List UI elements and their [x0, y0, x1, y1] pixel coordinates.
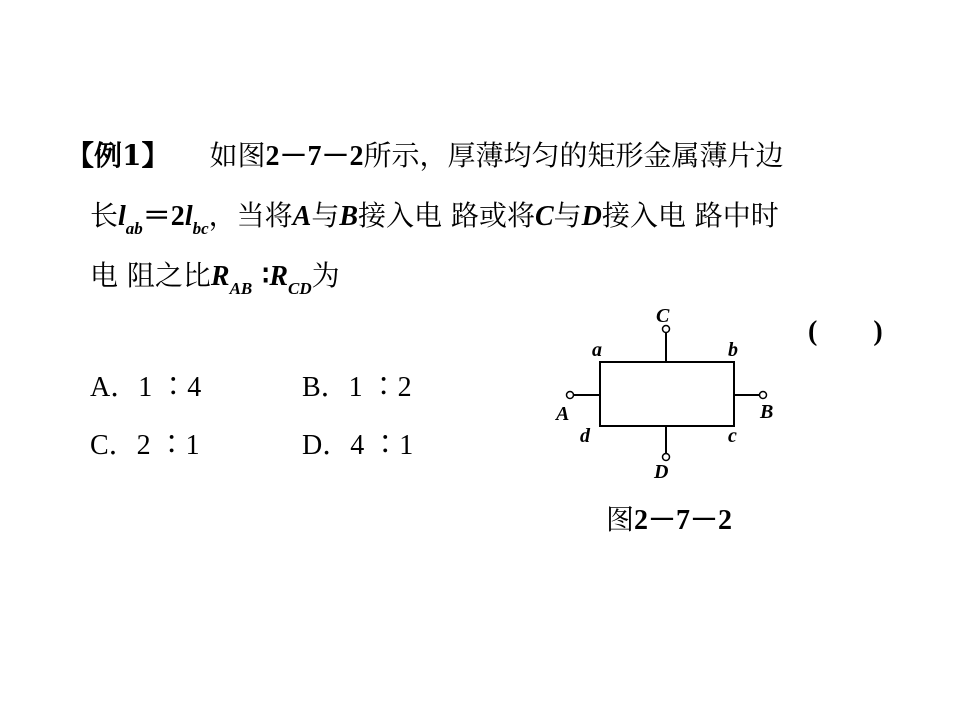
text-chang: 长: [90, 199, 119, 232]
var-l-ab: l: [118, 201, 126, 232]
var-l-bc: l: [184, 201, 193, 232]
label-C: C: [656, 305, 670, 327]
answer-blank: ( ): [808, 316, 883, 347]
var-R-CD: R: [269, 261, 289, 292]
figure-caption: [606, 500, 732, 541]
text-yu-1: 与: [311, 199, 340, 232]
caption-prefix: 图: [606, 503, 635, 536]
example-tag: 【例1】: [66, 139, 170, 172]
option-b[interactable]: B．1 ∶2: [302, 372, 412, 403]
text-jieru-1: 接入电 路或将: [358, 199, 535, 232]
figure-ref: 2－7－2: [265, 141, 364, 172]
var-C: C: [534, 201, 554, 232]
label-A: A: [556, 403, 570, 425]
text-wei: 为: [311, 259, 340, 292]
question-line-3: [90, 256, 340, 309]
option-d[interactable]: D．4 ∶1: [302, 430, 414, 461]
sub-ab: ab: [125, 219, 143, 238]
equals-two: ＝2: [142, 201, 185, 232]
question-line-2: [90, 196, 779, 249]
caption-number: 2－7－2: [634, 505, 733, 536]
terminal-B: [760, 392, 767, 399]
question-text-1b: 所示，厚薄均匀的矩形金属薄片边: [363, 139, 784, 172]
text-yu-2: 与: [553, 199, 582, 232]
ratio-separator: ∶: [252, 259, 270, 292]
terminal-A: [567, 392, 574, 399]
text-jieru-2: 接入电 路中时: [601, 199, 779, 232]
text-dianzu: 电 阻之比: [90, 259, 211, 292]
sub-bc: bc: [192, 219, 209, 238]
metal-plate-rect: [600, 362, 734, 426]
metal-plate-diagram: [550, 300, 790, 490]
label-D: D: [654, 461, 669, 483]
text-dangjiang: ，当将: [208, 199, 293, 232]
label-b: b: [728, 339, 738, 361]
option-a[interactable]: A．1 ∶4: [90, 372, 202, 403]
terminal-D: [663, 454, 670, 461]
var-A: A: [292, 201, 312, 232]
label-B: B: [760, 401, 774, 423]
question-line-1: [66, 136, 784, 177]
var-B: B: [339, 201, 359, 232]
label-c: c: [728, 425, 737, 447]
sub-CD: CD: [288, 279, 312, 298]
var-R-AB: R: [210, 261, 230, 292]
label-d: d: [580, 425, 590, 447]
sub-AB: AB: [229, 279, 253, 298]
label-a: a: [592, 339, 602, 361]
question-text-1: 如图: [209, 139, 266, 172]
option-c[interactable]: C．2 ∶1: [90, 430, 200, 461]
var-D: D: [581, 201, 602, 232]
